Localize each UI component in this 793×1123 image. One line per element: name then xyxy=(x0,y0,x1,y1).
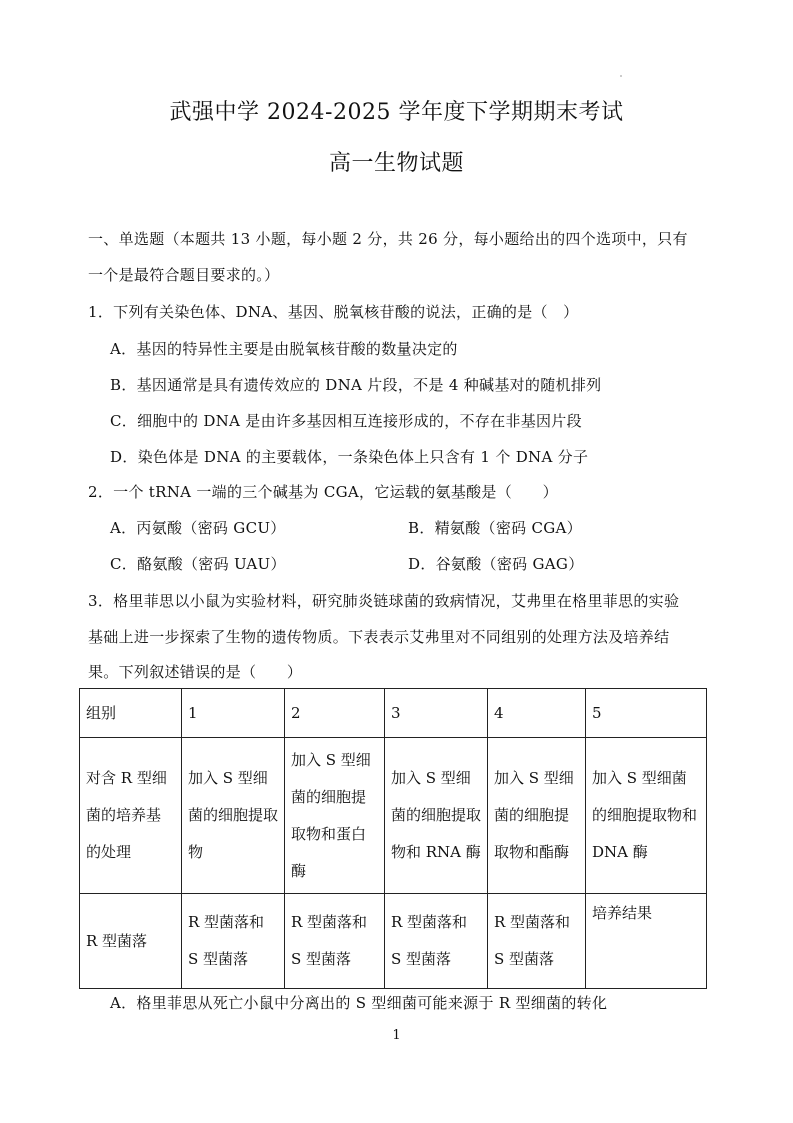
table-cell: 4 xyxy=(488,689,586,738)
question-3-stem-line2: 基础上进一步探索了生物的遗传物质。下表表示艾弗里对不同组别的处理方法及培养结 xyxy=(88,628,670,646)
table-cell: 3 xyxy=(385,689,488,738)
experiment-table xyxy=(79,688,707,989)
scan-speck xyxy=(620,75,622,77)
question-2-option-a: A．丙氨酸（密码 GCU） xyxy=(110,519,286,537)
exam-title: 武强中学 2024-2025 学年度下学期期末考试 xyxy=(169,100,624,125)
page-number: 1 xyxy=(392,1028,401,1043)
table-cell: 对含 R 型细菌的培养基的处理 xyxy=(80,738,182,894)
table-cell: 2 xyxy=(285,689,385,738)
table-cell: 5 xyxy=(586,689,707,738)
table-cell: 1 xyxy=(182,689,285,738)
table-cell: 加入 S 型细菌的细胞提取物 xyxy=(182,738,285,894)
question-1-option-d: D．染色体是 DNA 的主要载体，一条染色体上只含有 1 个 DNA 分子 xyxy=(110,448,589,466)
question-2-stem: 2．一个 tRNA 一端的三个碱基为 CGA，它运载的氨基酸是（ ） xyxy=(88,483,558,501)
section-heading-line1: 一、单选题（本题共 13 小题，每小题 2 分，共 26 分，每小题给出的四个选项中，只有 xyxy=(88,230,688,248)
question-3-stem-line1: 3．格里菲思以小鼠为实验材料，研究肺炎链球菌的致病情况，艾弗里在格里菲思的实验 xyxy=(88,592,680,610)
table-row-treatment xyxy=(80,738,707,894)
table-cell: 培养结果 xyxy=(586,894,707,989)
table-cell: 加入 S 型细菌的细胞提取物和 RNA 酶 xyxy=(385,738,488,894)
table-cell: R 型菌落和 S 型菌落 xyxy=(488,894,586,989)
question-2-option-c: C．酪氨酸（密码 UAU） xyxy=(110,555,286,573)
section-heading-line2: 一个是最符合题目要求的。） xyxy=(88,266,280,284)
table-cell: 组别 xyxy=(80,689,182,738)
question-1-option-b: B．基因通常是具有遗传效应的 DNA 片段，不是 4 种碱基对的随机排列 xyxy=(110,376,602,394)
table-cell: R 型菌落和 S 型菌落 xyxy=(285,894,385,989)
table-cell: 加入 S 型细菌的细胞提取物和酯酶 xyxy=(488,738,586,894)
table-cell: R 型菌落和 S 型菌落 xyxy=(385,894,488,989)
table-cell: R 型菌落和 S 型菌落 xyxy=(182,894,285,989)
table-row-result xyxy=(80,894,707,989)
exam-subtitle: 高一生物试题 xyxy=(328,151,464,176)
question-1-option-c: C．细胞中的 DNA 是由许多基因相互连接形成的，不存在非基因片段 xyxy=(110,412,582,430)
question-2-option-b: B．精氨酸（密码 CGA） xyxy=(408,519,582,537)
table-cell: R 型菌落 xyxy=(80,894,182,989)
question-3-option-a: A．格里菲思从死亡小鼠中分离出的 S 型细菌可能来源于 R 型细菌的转化 xyxy=(110,994,608,1012)
question-1-stem: 1．下列有关染色体、DNA、基因、脱氧核苷酸的说法，正确的是（ ） xyxy=(88,303,579,321)
table-cell: 加入 S 型细菌的细胞提取物和蛋白酶 xyxy=(285,738,385,894)
question-1-option-a: A．基因的特异性主要是由脱氧核苷酸的数量决定的 xyxy=(110,340,458,358)
question-3-stem-line3: 果。下列叙述错误的是（ ） xyxy=(88,663,303,681)
question-2-option-d: D．谷氨酸（密码 GAG） xyxy=(408,555,584,573)
table-cell: 加入 S 型细菌的细胞提取物和 DNA 酶 xyxy=(586,738,707,894)
table-header-row xyxy=(80,689,707,738)
